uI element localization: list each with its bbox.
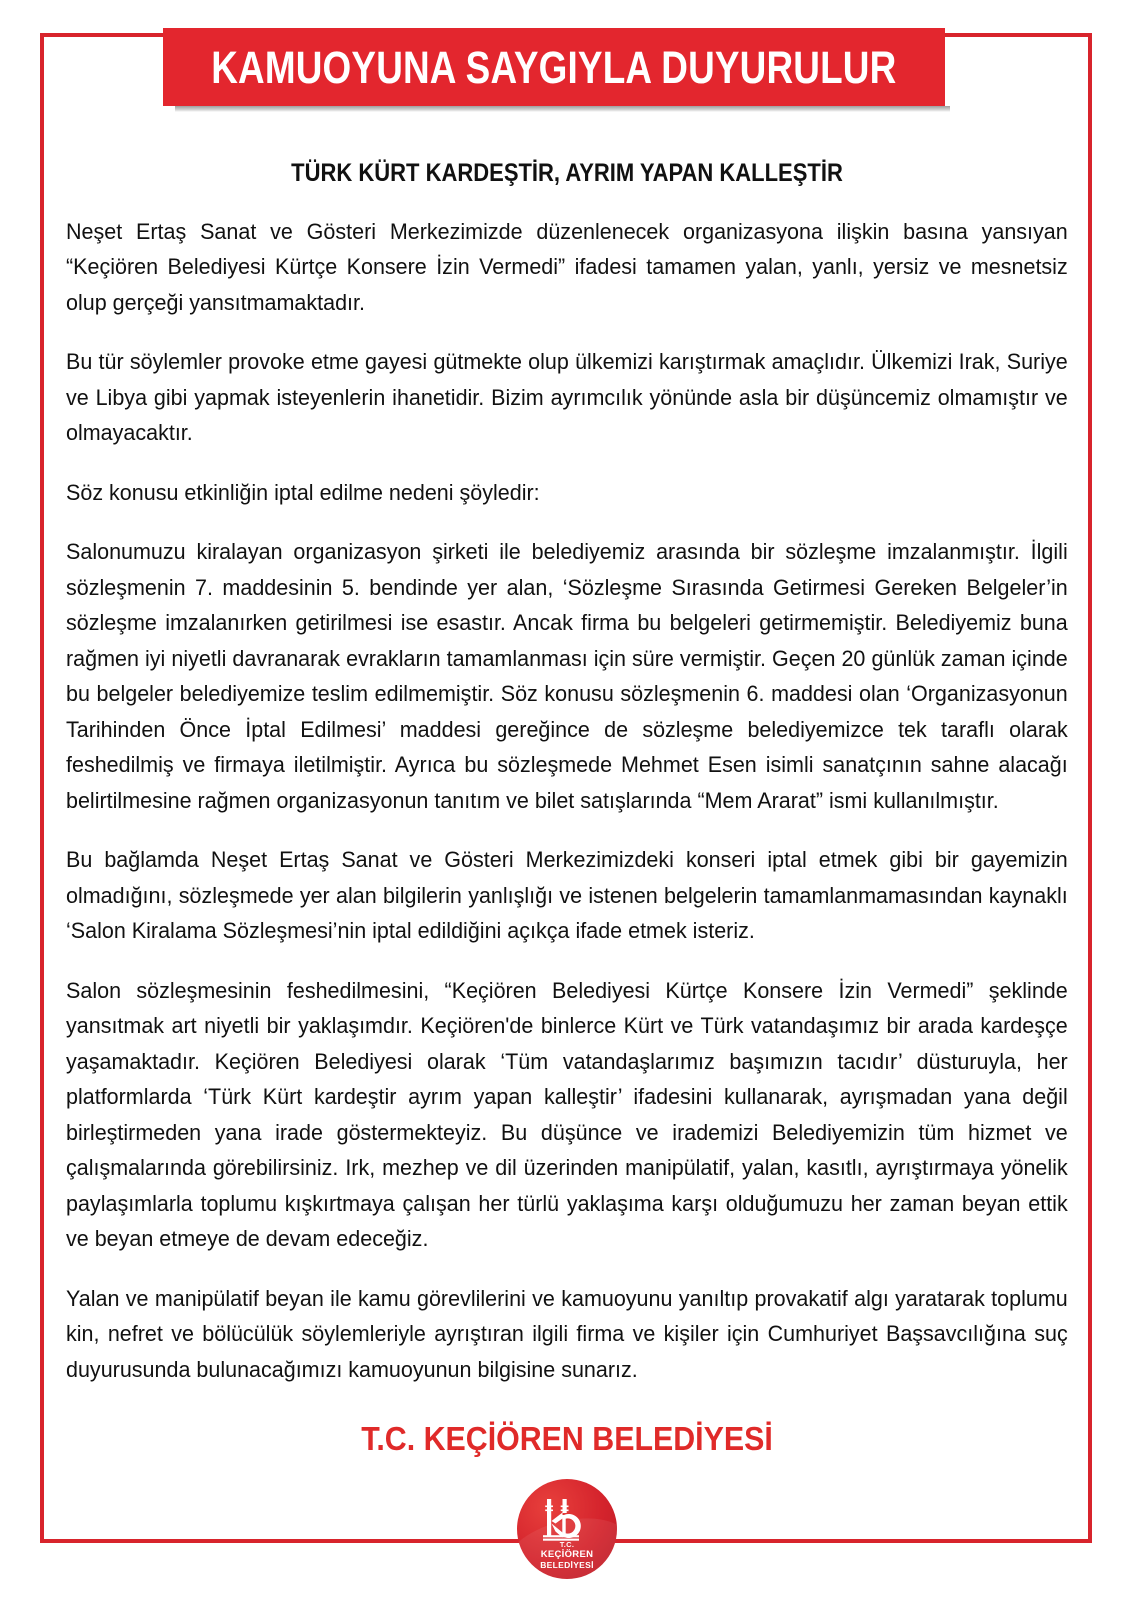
logo-text-tc: T.C. [559, 1540, 575, 1550]
document-subtitle: TÜRK KÜRT KARDEŞTİR, AYRIM YAPAN KALLEŞTİR [291, 159, 843, 187]
banner-title: KAMUOYUNA SAYGIYLA DUYURULUR [211, 41, 897, 93]
logo-container [66, 1479, 1068, 1579]
paragraph-4: Salonumuzu kiralayan organizasyon şirketi ile belediyemiz arasında bir sözleşme imzalanmıştır. İlgili sözleşmenin 7. maddesinin 5. bendinde yer alan, ‘Sözleşme Sırasında Getirmesi Gereken Belgeler’in sözleşme imzalanırken getirilmesi ise esastır. Ancak firma bu belgeleri getirmemiştir. Belediyemiz buna rağmen iyi niyetli davranarak evrakların tamamlanması için süre vermiştir. Geçen 20 günlük zaman içinde bu belgeler belediyemize teslim edilmemiştir. Söz konusu sözleşmenin 6. maddesi olan ‘Organizasyonun Tarihinden Önce İptal Edilmesi’ maddesi gereğince de sözleşme belediyemizce tek taraflı olarak feshedilmiş ve firmaya iletilmiştir. Ayrıca bu sözleşmede Mehmet Esen isimli sanatçının sahne alacağı belirtilmesine rağmen organizasyonun tanıtım ve bilet satışlarında “Mem Ararat” ismi kullanılmıştır. [66, 539, 1068, 813]
paragraph-3: Söz konusu etkinliğin iptal edilme nedeni şöyledir: [66, 479, 540, 505]
banner-drop-shadow [175, 106, 950, 112]
header-banner [163, 28, 945, 106]
paragraph-5: Bu bağlamda Neşet Ertaş Sanat ve Gösteri Merkezimizdeki konseri iptal etmek gibi bir gayemizin olmadığını, sözleşmede yer alan bilgilerin yanlışlığı ve istenen belgelerin tamamlanmamasından kaynaklı ‘Salon Kiralama Sözleşmesi’nin iptal edildiğini açıkça ifade etmek isteriz. [66, 847, 1068, 943]
paragraph-6: Salon sözleşmesinin feshedilmesini, “Keçiören Belediyesi Kürtçe Konsere İzin Vermedi” şeklinde yansıtmak art niyetli bir yaklaşımdır. Keçiören'de binlerce Kürt ve Türk vatandaşımız bir arada kardeşçe yaşamaktadır. Keçiören Belediyesi olarak ‘Tüm vatandaşlarımız başımızın tacıdır’ düsturuyla, her platformlarda ‘Türk Kürt kardeştir ayrım yapan kalleştir’ ifadesini kullanarak, ayrışmadan yana değil birleştirmeden yana irade göstermekteyiz. Bu düşünce ve irademizi Belediyemizin tüm hizmet ve çalışmalarında görebilirsiniz. Irk, mezhep ve dil üzerinden manipülatif, yalan, kasıtlı, ayrıştırmaya yönelik paylaşımlarla toplumu kışkırtmaya çalışan her türlü yaklaşıma karşı olduğumuzu her zaman beyan ettik ve beyan etmeye de devam edeceğiz. [66, 977, 1068, 1251]
municipality-seal-icon [517, 1479, 617, 1579]
signature-line: T.C. KEÇİÖREN BELEDİYESİ [361, 1420, 773, 1457]
paragraph-2: Bu tür söylemler provoke etme gayesi gütmekte olup ülkemizi karıştırmak amaçlıdır. Ülkemizi Irak, Suriye ve Libya gibi yapmak isteyenlerin ihanetidir. Bizim ayrımcılık yönünde asla bir düşüncemiz olmamıştır ve olmayacaktır. [66, 349, 1068, 445]
paragraph-1: Neşet Ertaş Sanat ve Gösteri Merkezimizde düzenlenecek organizasyona ilişkin basına yansıyan “Keçiören Belediyesi Kürtçe Konsere İzin Vermedi” ifadesi tamamen yalan, yanlı, yersiz ve mesnetsiz olup gerçeği yansıtmamaktadır. [66, 218, 1068, 315]
paragraph-7: Yalan ve manipülatif beyan ile kamu görevlilerini ve kamuoyunu yanıltıp provakatif algı yaratarak toplumu kin, nefret ve bölücülük söylemleriyle ayrıştıran ilgili firma ve kişiler için Cumhuriyet Başsavcılığına suç duyurusunda bulunacağımızı kamuoyunun bilgisine sunarız. [66, 1285, 1068, 1382]
logo-text-name: KEÇİÖREN [540, 1549, 594, 1561]
document-body [66, 160, 1068, 1579]
header-banner-area [0, 28, 1132, 114]
logo-text-sub: BELEDİYESİ [540, 1560, 594, 1571]
